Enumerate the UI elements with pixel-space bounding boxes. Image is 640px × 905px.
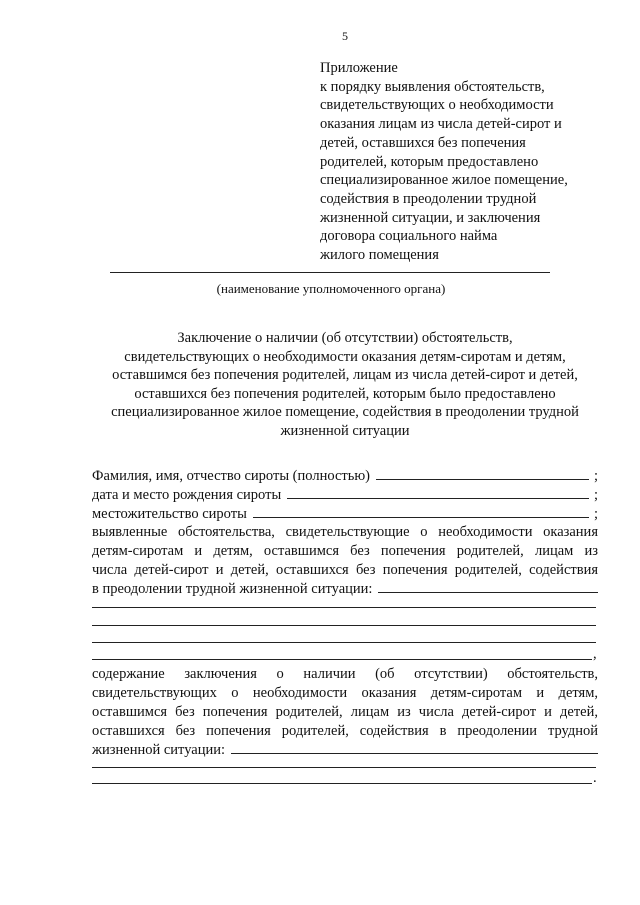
appendix-line: договора социального найма bbox=[320, 228, 498, 245]
circumstances-blank-line[interactable] bbox=[92, 607, 596, 608]
birth-label: дата и место рождения сироты bbox=[92, 487, 282, 503]
circumstances-line: детям-сиротам и детям, оставшимся без попечения родителей, лицам из bbox=[92, 543, 598, 559]
full-name-label: Фамилия, имя, отчество сироты (полностью) bbox=[92, 468, 370, 484]
conclusion-line: жизненной ситуации: bbox=[92, 742, 225, 758]
title-line: Заключение о наличии (об отсутствии) обстоятельств, bbox=[177, 330, 513, 346]
circumstances-blank-line[interactable] bbox=[92, 642, 596, 643]
page-number: 5 bbox=[342, 29, 348, 43]
appendix-line: Приложение bbox=[320, 60, 398, 76]
appendix-line: оказания лицам из числа детей-сирот и bbox=[320, 116, 562, 133]
punctuation: ; bbox=[593, 468, 598, 484]
punctuation: , bbox=[593, 646, 597, 662]
document-title bbox=[0, 329, 640, 441]
residence-label: местожительство сироты bbox=[92, 506, 247, 522]
appendix-line: жилого помещения bbox=[320, 247, 439, 264]
appendix-line: родителей, которым предоставлено bbox=[320, 153, 539, 170]
conclusion-last-row bbox=[92, 741, 598, 759]
circumstances-line: числа детей-сирот и детей, оставшихся без попечения родителей, содействия bbox=[92, 562, 598, 578]
circumstances-blank-line[interactable] bbox=[92, 625, 596, 626]
title-line: свидетельствующих о необходимости оказания детям-сиротам и детям, bbox=[124, 348, 566, 365]
conclusion-line: оставшихся без попечения родителей, содействия в преодолении трудной bbox=[92, 723, 598, 739]
punctuation: . bbox=[593, 770, 597, 786]
title-line: оставшихся без попечения родителей, которым было предоставлено bbox=[134, 385, 556, 402]
organ-name-caption: (наименование уполномоченного органа) bbox=[216, 281, 446, 296]
punctuation: ; bbox=[593, 506, 598, 522]
appendix-line: специализированное жилое помещение, bbox=[320, 172, 568, 189]
conclusion-line: содержание заключения о наличии (об отсутствии) обстоятельств, bbox=[92, 666, 598, 682]
appendix-block bbox=[320, 59, 568, 265]
circumstances-line: выявленные обстоятельства, свидетельствующие о необходимости оказания bbox=[92, 524, 598, 540]
circumstances-line: в преодолении трудной жизненной ситуации: bbox=[92, 581, 373, 597]
conclusion-line: свидетельствующих о необходимости оказания детям-сиротам и детям, bbox=[92, 685, 598, 701]
appendix-line: к порядку выявления обстоятельств, bbox=[320, 78, 545, 95]
birth-row bbox=[92, 486, 598, 504]
appendix-line: жизненной ситуации, и заключения bbox=[320, 209, 541, 226]
appendix-line: детей, оставшихся без попечения bbox=[320, 134, 526, 151]
conclusion-blank-line[interactable] bbox=[92, 767, 596, 768]
organ-name-line[interactable] bbox=[110, 272, 550, 273]
residence-row bbox=[92, 505, 598, 523]
title-line: жизненной ситуации bbox=[280, 422, 410, 439]
conclusion-field[interactable] bbox=[231, 741, 598, 754]
circumstances-blank-line[interactable] bbox=[92, 659, 592, 660]
circumstances-field[interactable] bbox=[378, 580, 598, 593]
full-name-row bbox=[92, 467, 598, 485]
punctuation: ; bbox=[593, 487, 598, 503]
appendix-line: содействия в преодолении трудной bbox=[320, 190, 537, 207]
appendix-line: свидетельствующих о необходимости bbox=[320, 97, 554, 114]
title-line: специализированное жилое помещение, содействия в преодолении трудной bbox=[111, 404, 579, 421]
full-name-field[interactable] bbox=[376, 467, 589, 480]
title-line: оставшимся без попечения родителей, лицам из числа детей-сирот и детей, bbox=[112, 367, 578, 384]
residence-field[interactable] bbox=[253, 505, 589, 518]
conclusion-line: оставшимся без попечения родителей, лицам из числа детей-сирот и детей, bbox=[92, 704, 598, 720]
birth-field[interactable] bbox=[287, 486, 589, 499]
conclusion-blank-line[interactable] bbox=[92, 783, 592, 784]
circumstances-last-row bbox=[92, 580, 598, 598]
